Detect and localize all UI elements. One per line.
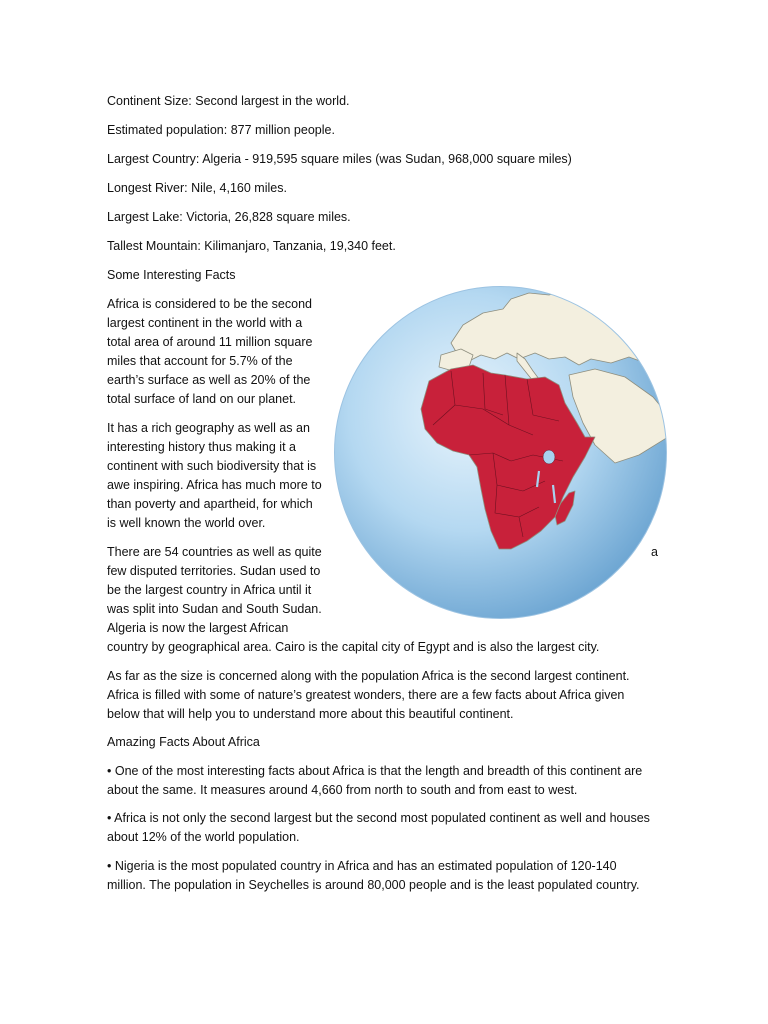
para1-line: Africa is considered to be the second — [107, 297, 312, 311]
bullet-line: • Nigeria is the most populated country in Africa and has an estimated population of 120-140 — [107, 859, 617, 873]
bullet-line: about 12% of the world population. — [107, 830, 300, 844]
fact-continent-size: Continent Size: Second largest in the world. — [107, 94, 350, 108]
fact-population: Estimated population: 877 million people. — [107, 123, 335, 137]
bullet-line: million. The population in Seychelles is around 80,000 people and is the least populated country. — [107, 878, 640, 892]
bullet-line: • Africa is not only the second largest but the second most populated continent as well and houses — [107, 811, 650, 825]
para4-line: As far as the size is concerned along with the population Africa is the second largest continent. — [107, 669, 630, 683]
para1-line: earth’s surface as well as 20% of the — [107, 373, 311, 387]
para2-line: continent with such biodiversity that is — [107, 459, 317, 473]
bullet-line: about the same. It measures around 4,660 from north to south and from east to west. — [107, 783, 578, 797]
para2-line: interesting history thus making it a — [107, 440, 296, 454]
para1-line: miles that account for 5.7% of the — [107, 354, 293, 368]
para1-line: total surface of land on our planet. — [107, 392, 297, 406]
fact-largest-lake: Largest Lake: Victoria, 26,828 square miles. — [107, 210, 351, 224]
heading-interesting-facts: Some Interesting Facts — [107, 268, 236, 282]
africa-globe-illustration — [333, 285, 668, 620]
para3-line: few disputed territories. Sudan used to — [107, 564, 321, 578]
para3-line: Algeria is now the largest African — [107, 621, 289, 635]
para4-line: Africa is filled with some of nature’s greatest wonders, there are a few facts about Africa given — [107, 688, 625, 702]
bullet-line: • One of the most interesting facts about Africa is that the length and breadth of this continent are — [107, 764, 643, 778]
para3-line: be the largest country in Africa until it — [107, 583, 312, 597]
fact-tallest-mountain: Tallest Mountain: Kilimanjaro, Tanzania, 19,340 feet. — [107, 239, 396, 253]
fact-longest-river: Longest River: Nile, 4,160 miles. — [107, 181, 287, 195]
para2-line: awe inspiring. Africa has much more to — [107, 478, 322, 492]
para3-overflow-word: a — [651, 545, 658, 559]
fact-largest-country: Largest Country: Algeria - 919,595 square miles (was Sudan, 968,000 square miles) — [107, 152, 572, 166]
para3-line: There are 54 countries as well as quite — [107, 545, 322, 559]
para1-line: largest continent in the world with a — [107, 316, 303, 330]
para3-line: was split into Sudan and South Sudan. — [107, 602, 322, 616]
heading-amazing-facts: Amazing Facts About Africa — [107, 735, 260, 749]
lake-victoria — [543, 450, 555, 464]
para1-line: total area of around 11 million square — [107, 335, 313, 349]
para4-line: below that will help you to understand more about this beautiful continent. — [107, 707, 514, 721]
para3-line: country by geographical area. Cairo is the capital city of Egypt and is also the largest city. — [107, 640, 600, 654]
para2-line: than poverty and apartheid, for which — [107, 497, 313, 511]
para2-line: It has a rich geography as well as an — [107, 421, 310, 435]
para2-line: is well known the world over. — [107, 516, 266, 530]
